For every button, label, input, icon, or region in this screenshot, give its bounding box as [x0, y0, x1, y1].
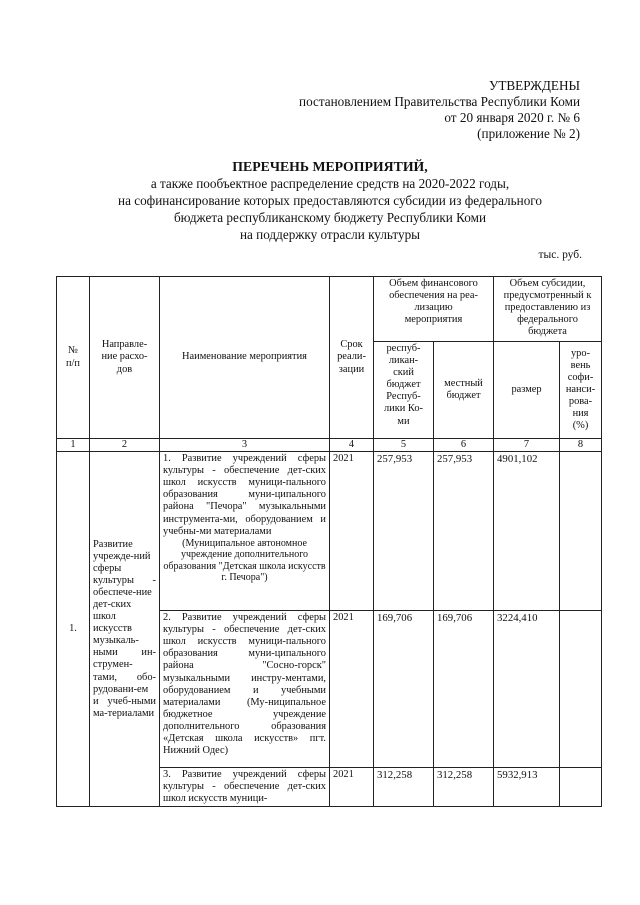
heading-line-4: бюджета республиканскому бюджету Республики Коми	[173, 210, 487, 225]
column-number: 6	[434, 439, 494, 452]
republic-budget-cell: 312,258	[374, 768, 434, 807]
units-label: тыс. руб.	[538, 249, 582, 261]
local-budget-cell: 312,258	[434, 768, 494, 807]
approval-appendix: (приложение № 2)	[477, 126, 580, 141]
header-row-1	[57, 277, 602, 342]
header-financing-group: Объем финансового обеспечения на реа- лизацию мероприятия	[374, 277, 494, 342]
heading-line-2: а также пообъектное распределение средств на 2020-2022 годы,	[150, 176, 510, 191]
republic-budget-cell: 169,706	[374, 611, 434, 768]
header-name: Наименование мероприятия	[160, 277, 330, 439]
approval-title: УТВЕРЖДЕНЫ	[488, 78, 580, 93]
header-num: № п/п	[57, 277, 90, 439]
local-budget-cell: 257,953	[434, 452, 494, 611]
activity-cell	[160, 611, 330, 768]
header-subsidy-group: Объем субсидии, предусмотренный к предоставлению из федерального бюджета	[494, 277, 602, 342]
level-cell	[560, 452, 602, 611]
activity-cell	[160, 768, 330, 807]
heading-line-3: на софинансирование которых предоставляются субсидии из федерального	[118, 193, 542, 208]
column-number: 7	[494, 439, 560, 452]
document-heading	[60, 158, 600, 243]
row-number: 1.	[57, 452, 90, 807]
header-direction: Направле- ние расхо- дов	[90, 277, 160, 439]
header-republic-budget: респуб- ликан- ский бюджет Респуб- лики Ко- ми	[374, 342, 434, 439]
term-cell: 2021	[330, 611, 374, 768]
size-cell: 3224,410	[494, 611, 560, 768]
column-number: 8	[560, 439, 602, 452]
activities-table	[56, 276, 602, 807]
header-local-budget: местный бюджет	[434, 342, 494, 439]
activity-text: 3. Развитие учреждений сферы культуры - обеспечение дет-ских школ искусств муници-	[163, 769, 326, 805]
document-title: ПЕРЕЧЕНЬ МЕРОПРИЯТИЙ,	[232, 159, 428, 174]
size-cell: 4901,102	[494, 452, 560, 611]
level-cell	[560, 768, 602, 807]
column-number: 1	[57, 439, 90, 452]
approval-date: от 20 января 2020 г. № 6	[444, 110, 580, 125]
heading-line-5: на поддержку отрасли культуры	[239, 227, 421, 242]
column-number: 5	[374, 439, 434, 452]
table-row	[57, 452, 602, 611]
direction-cell: Развитие учрежде-ний сферы культуры - обеспече-ние дет-ских школ искусств музыкаль-ными ин-струмен-тами, обо-рудовани-ем и учеб-ными ма-териалами	[90, 452, 160, 807]
approval-block	[299, 78, 580, 142]
column-number: 3	[160, 439, 330, 452]
republic-budget-cell: 257,953	[374, 452, 434, 611]
header-size: размер	[494, 342, 560, 439]
header-level: уро- вень софи- нанси- рова- ния (%)	[560, 342, 602, 439]
term-cell: 2021	[330, 452, 374, 611]
level-cell	[560, 611, 602, 768]
header-term: Срок реали- зации	[330, 277, 374, 439]
term-cell: 2021	[330, 768, 374, 807]
activity-text: 1. Развитие учреждений сферы культуры - обеспечение дет-ских школ искусств муници-пального образования муни-ципального района "Печора" музыкальными инструмента-ми, оборудованием и учебны-ми материалами	[163, 453, 326, 537]
institution-text: (Муниципальное автономное учреждение дополнительного образования "Детская школа искусств г. Печора")	[163, 537, 326, 584]
activity-cell	[160, 452, 330, 611]
size-cell: 5932,913	[494, 768, 560, 807]
approval-decree: постановлением Правительства Республики Коми	[299, 94, 580, 109]
local-budget-cell: 169,706	[434, 611, 494, 768]
column-number: 4	[330, 439, 374, 452]
column-numbers-row	[57, 439, 602, 452]
column-number: 2	[90, 439, 160, 452]
activity-text: 2. Развитие учреждений сферы культуры - обеспечение дет-ских школ искусств муници-пального образования муни-ципального района "Сосно-горск" музыкальными инстру-ментами, оборудованием и учебными материалами (Му-ниципальное бюджетное учреждение дополнительного образования «Детская школа искусств» пгт. Нижний Одес)	[163, 612, 326, 757]
